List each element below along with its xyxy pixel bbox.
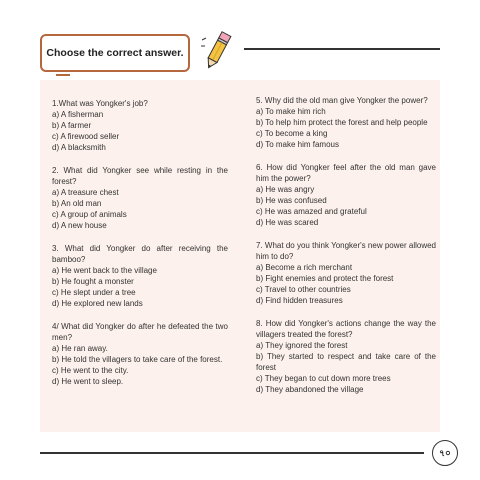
answer-option: b) He was confused [256, 196, 327, 205]
question-text: 6. How did Yongker feel after the old man gave him the power? [256, 163, 436, 183]
answer-option: b) A farmer [52, 121, 92, 130]
answer-option: d) He was scared [256, 218, 319, 227]
answer-option: b) He told the villagers to take care of the forest. [52, 355, 223, 364]
answer-option: c) Travel to other countries [256, 285, 351, 294]
question-text: 2. What did Yongker see while resting in the forest? [52, 166, 228, 186]
question-2 [52, 165, 228, 231]
answer-option: c) He went to the city. [52, 366, 129, 375]
answer-option: a) He was angry [256, 185, 315, 194]
question-text: 1.What was Yongker's job? [52, 99, 148, 108]
question-text: 3. What did Yongker do after receiving the bamboo? [52, 244, 228, 264]
answer-option: b) They started to respect and take care of the forest [256, 352, 436, 372]
answer-option: a) He went back to the village [52, 266, 157, 275]
answer-option: c) He slept under a tree [52, 288, 136, 297]
header-rule [244, 48, 440, 50]
title-box [40, 34, 190, 72]
title-box-accent [56, 74, 70, 76]
page-number-badge [432, 440, 458, 466]
answer-option: c) He was amazed and grateful [256, 207, 367, 216]
answer-option: d) To make him famous [256, 140, 339, 149]
question-text: 7. What do you think Yongker's new power allowed him to do? [256, 241, 436, 261]
question-4 [52, 321, 228, 387]
answer-option: d) Find hidden treasures [256, 296, 343, 305]
answer-option: b) To help him protect the forest and help people [256, 118, 428, 127]
answer-option: c) To become a king [256, 129, 328, 138]
answer-option: b) An old man [52, 199, 102, 208]
answer-option: a) A fisherman [52, 110, 104, 119]
left-question-column [52, 98, 228, 399]
page-title: Choose the correct answer. [46, 47, 184, 59]
question-text: 4/ What did Yongker do after he defeated the two men? [52, 322, 228, 342]
answer-option: b) He fought a monster [52, 277, 134, 286]
answer-option: a) To make him rich [256, 107, 326, 116]
answer-option: a) They ignored the forest [256, 341, 348, 350]
answer-option: c) They began to cut down more trees [256, 374, 391, 383]
page-number: ৭০ [439, 447, 451, 458]
question-1 [52, 98, 228, 153]
question-3 [52, 243, 228, 309]
answer-option: c) A group of animals [52, 210, 127, 219]
right-question-column [256, 95, 436, 407]
answer-option: a) He ran away. [52, 344, 108, 353]
question-7 [256, 240, 436, 306]
footer-rule [40, 452, 424, 454]
answer-option: d) A new house [52, 221, 107, 230]
question-6 [256, 162, 436, 228]
question-text: 5. Why did the old man give Yongker the power? [256, 96, 428, 105]
answer-option: c) A firewood seller [52, 132, 120, 141]
answer-option: a) Become a rich merchant [256, 263, 353, 272]
answer-option: d) He went to sleep. [52, 377, 124, 386]
question-8 [256, 318, 436, 395]
answer-option: d) He explored new lands [52, 299, 143, 308]
answer-option: d) They abandoned the village [256, 385, 364, 394]
answer-option: a) A treasure chest [52, 188, 119, 197]
question-text: 8. How did Yongker's actions change the way the villagers treated the forest? [256, 319, 436, 339]
answer-option: b) Fight enemies and protect the forest [256, 274, 394, 283]
answer-option: d) A blacksmith [52, 143, 106, 152]
question-5 [256, 95, 436, 150]
pencil-icon [200, 26, 236, 74]
